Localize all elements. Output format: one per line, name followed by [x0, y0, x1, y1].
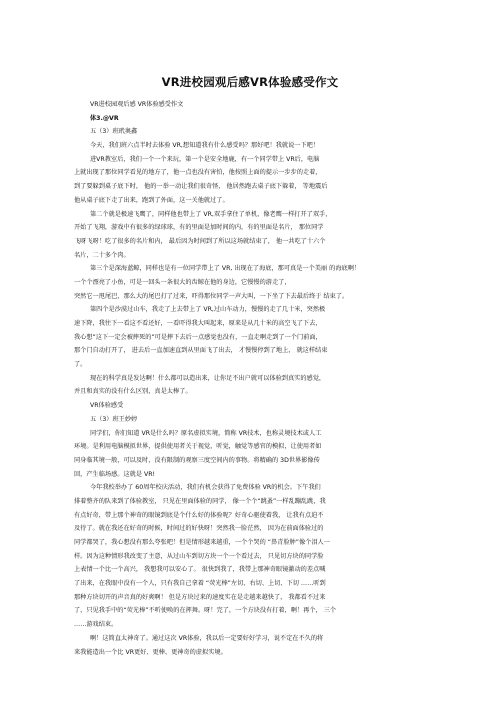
body-line: 五（3）班王妙婷 — [90, 415, 138, 423]
body-line: 体3.@VR — [90, 114, 119, 122]
body-line: 回，产生临场感。这就是 VR! — [74, 470, 156, 478]
body-line: 第二个就是极速飞鹰了，同样他也带上了 VR,双手拿住了单机，像老鹰一样打开了双手， — [90, 210, 332, 218]
body-line: 开始了飞翔，游戏中有很多的绿球球，有的里面是加时间的内，有的里面是名片， 那位同学 — [74, 224, 324, 232]
body-line: 今天，我们班六点半时去体验 VR,想知道我有什么感受吗？那好吧！我就说一下吧！ — [90, 142, 320, 150]
body-line: VR体验感受 — [90, 402, 124, 410]
body-line: 我心想”这下一定会被摔死的”可是摔下去后一点感觉也没有，一直走啊走到了一个门前面， — [74, 333, 322, 341]
body-line: 到了要躲到桌子底下时， 他的一举一动让我们很奇怪， 他居然跑去桌子底下躲着， 等地震后 — [74, 183, 328, 191]
body-line: 了。 — [74, 361, 87, 369]
body-line: 来我能造出一个比 VR更好、更棒、更神奇的虚拟实境。 — [74, 648, 227, 656]
body-line: 名片，二十多个肉。 — [74, 251, 130, 259]
body-line: 第三个是深海蓝鲸，同样也是有一位同学带上了 VR, 出现在了海底，那可真是一个美丽 的海底啊！ — [90, 265, 361, 273]
body-line: 一个个漂亮了小鱼，可是一回头一条很大的齿鲸在他的身边，它慢慢的游走了， — [74, 278, 291, 286]
body-line: 环境。是利用电脑模拟世界，提供使用者关于视觉，听觉，触觉等感官的模拟，让使用者如 — [74, 443, 322, 451]
document-body — [74, 98, 424, 659]
body-line: 第四个是沙漠过山车，我走了上去带上了 VR,过山车动力，慢慢的走了几十米，突然极 — [90, 306, 326, 314]
body-line: 那种方块切开的声音真的好爽啊！ 但是方块过来的速度实在是走越来越快了， 我都看不过来 — [74, 593, 326, 601]
body-line: 同学都哭了，我心想没有那么夸张吧！但是情形越来越重，一个个哭的 “鼻青脸肿”像个泪人一 — [74, 539, 330, 546]
body-line: 了，只见我手中的“荧光棒”不听使唤的在挥舞。呀！完了，一个方块没有打着，啊！再个， 三个 — [74, 607, 337, 615]
body-line: 了出来，在我眼中没有一个人，只有我自己拿着 “荧光棒”左切、右切、上切、下切 ……听到 — [74, 580, 326, 588]
body-line: 速下降，我往下一看这不看还好，一看吓得我大叫起来，原来是从几十米的高空飞了下去， — [74, 320, 322, 327]
body-line: 有点好奇，带上那个神奇的眼镜到底是个什么好的体验呢？好奇心驱使着我， 让我有点迫不 — [74, 511, 324, 519]
body-line: 他从桌子底下走了出来，跑到了外面，这一关他就过了。 — [74, 196, 229, 204]
body-line: 今年我校举办了 60周年校庆活动，我们有机会获得了免费体验 VR的机会。下午我们 — [90, 484, 321, 492]
body-line: 并且和真实的没有什么区别，真是太棒了。 — [74, 388, 192, 396]
document-title: VR进校园观后感VR体验感受作文 — [161, 75, 339, 89]
body-line: ……游戏结束。 — [74, 621, 118, 629]
body-line: VR进校园观后感 VR体验感受作文 — [90, 101, 184, 108]
body-line: 突然它一甩尾巴，那么大的尾巴打了过来，吓得那位同学一声大叫，一下坐了下去最后终于 结束了。 — [74, 292, 349, 300]
body-line: 样。因为这种情形我改变了主意，从过山车到切方块一个一个看过去， 只见切方块的同学脸 — [74, 552, 324, 560]
body-line: 同学们，你们知道 VR是什么吗？原名虚拟实境，简称 VR技术，也称灵境技术或人工 — [90, 429, 322, 437]
body-line: 同身临其境一般，可以及时，没有限制的观察三度空间内的事物。将精确的 3D世界影像传 — [74, 456, 320, 464]
body-line: 上表情一个比一个高兴， 我想我可以安心了。 很快到我了，我带上那神奇眼镜激动的差点喊 — [74, 566, 326, 574]
body-line: 及待了。就在我还在好奇的时候，时间过的好快呀！突然我一脸茫然， 因为在前面体验过的 — [74, 525, 324, 533]
body-line: 五（3）班玳奥鑫 — [90, 128, 138, 136]
body-line: 现在的科学真是发达啊！什么都可以造出来，让你足不出户就可以体验到真实的感觉， — [90, 374, 326, 382]
body-line: 啊！这简直太神奇了。通过这次 VR体验，我以后一定要好好学习，说不定在不久的将 — [90, 634, 324, 642]
body-line: 进VR教室后，我们一个一个来玩，第一个是安全地鹿，有一个同学带上 VR后，电脑 — [90, 155, 320, 163]
body-line: 那个门自动打开了， 进去后一直加速直到从里面飞了出去， 才慢慢停到了地上， 就这样结束 — [74, 347, 328, 355]
body-line: 飞呀飞呀！吃了很多的名片和内， 最后因为时间到了所以这场就结束了， 他一共吃了十六个 — [74, 237, 326, 245]
body-line: 上就出现了那位同学看见的地方了，他一点也没有害怕，他按照上面的提示一步步的走着， — [74, 169, 322, 177]
body-line: 排着整齐的队来到了体验教室， 只见在里面体验的同学， 像一个个“跳蚤”一样乱蹦乱跳，我 — [74, 497, 326, 505]
